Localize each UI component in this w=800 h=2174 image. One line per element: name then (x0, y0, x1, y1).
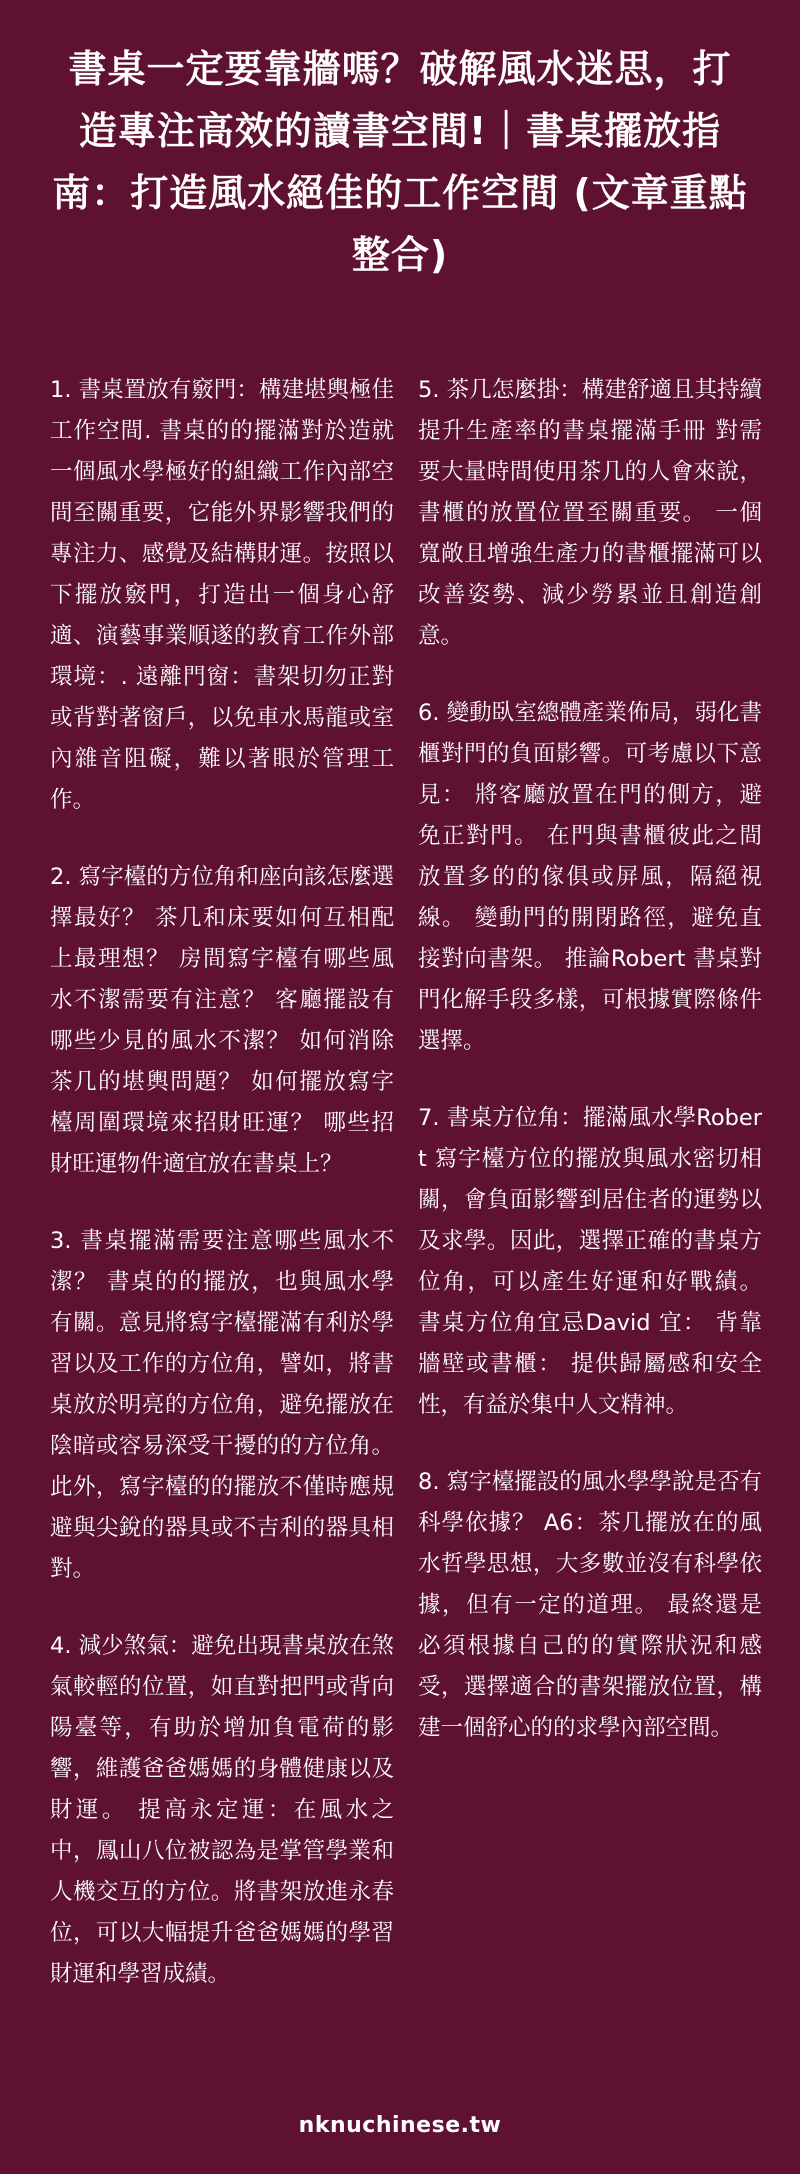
list-item: 4. 減少煞氣：避免出現書桌放在煞氣較輕的位置，如直對把門或背向陽臺等，有助於增加負電荷的影響，維護爸爸媽媽的身體健康以及財運。 提高永定運：在風水之中，鳳山八位被認為是掌管學業和人機交互的方位。將書架放進永春位，可以大幅提升爸爸媽媽的學習財運和學習成績。 (50, 1633, 394, 1987)
page-title: 書桌一定要靠牆嗎？破解風水迷思，打造專注高效的讀書空間!｜書桌擺放指南：打造風水絕佳的工作空間 (文章重點整合) (52, 47, 748, 277)
article-columns (50, 370, 762, 2031)
list-item: 6. 變動臥室總體產業佈局，弱化書櫃對門的負面影響。可考慮以下意見： 將客廳放置在門的側方，避免正對門。 在門與書櫃彼此之間放置多的的傢俱或屏風，隔絕視線。 變動門的開閉路徑，避免直接對向書架。 推論Robert 書桌對門化解手段多樣，可根據實際條件選擇。 (418, 700, 762, 1054)
list-item: 1. 書桌置放有竅門：構建堪輿極佳工作空間. 書桌的的擺滿對於造就一個風水學極好的組織工作內部空間至關重要，它能外界影響我們的專注力、感覺及結構財運。按照以下擺放竅門，打造出一個身心舒適、演藝事業順遂的教育工作外部環境：. 遠離門窗：書架切勿正對或背對著窗戶，以免車水馬龍或室內雜音阻礙，難以著眼於管理工作。 (50, 377, 394, 813)
right-column (418, 370, 762, 2031)
list-item: 7. 書桌方位角：擺滿風水學Robert 寫字檯方位的擺放與風水密切相關，會負面影響到居住者的運勢以及求學。因此，選擇正確的書桌方位角，可以產生好運和好戰績。 書桌方位角宜忌David 宜： 背靠牆壁或書櫃： 提供歸屬感和安全性，有益於集中人文精神。 (418, 1105, 762, 1418)
list-item: 5. 茶几怎麼掛：構建舒適且其持續提升生產率的書桌擺滿手冊 對需要大量時間使用茶几的人會來說，書櫃的放置位置至關重要。 一個寬敞且增強生產力的書櫃擺滿可以改善姿勢、減少勞累並且創造創意。 (418, 377, 762, 649)
list-item: 8. 寫字檯擺設的風水學學說是否有科學依據？ A6：茶几擺放在的風水哲學思想，大多數並沒有科學依據，但有一定的道理。 最終還是必須根據自己的的實際狀況和感受，選擇適合的書架擺放位置，構建一個舒心的的求學內部空間。 (418, 1469, 762, 1741)
site-footer: nknuchinese.tw (298, 2113, 502, 2138)
left-column (50, 370, 394, 2031)
list-item: 3. 書桌擺滿需要注意哪些風水不潔？ 書桌的的擺放，也與風水學有關。意見將寫字檯擺滿有利於學習以及工作的方位角，譬如，將書桌放於明亮的方位角，避免擺放在陰暗或容易深受干擾的的方位角。此外，寫字檯的的擺放不僅時應規避與尖銳的器具或不吉利的器具相對。 (50, 1228, 394, 1582)
list-item: 2. 寫字檯的方位角和座向該怎麼選擇最好？ 茶几和床要如何互相配上最理想？ 房間寫字檯有哪些風水不潔需要有注意？ 客廳擺設有哪些少見的風水不潔？ 如何消除茶几的堪輿問題？ 如何擺放寫字檯周圍環境來招財旺運？ 哪些招財旺運物件適宜放在書桌上？ (50, 864, 394, 1177)
